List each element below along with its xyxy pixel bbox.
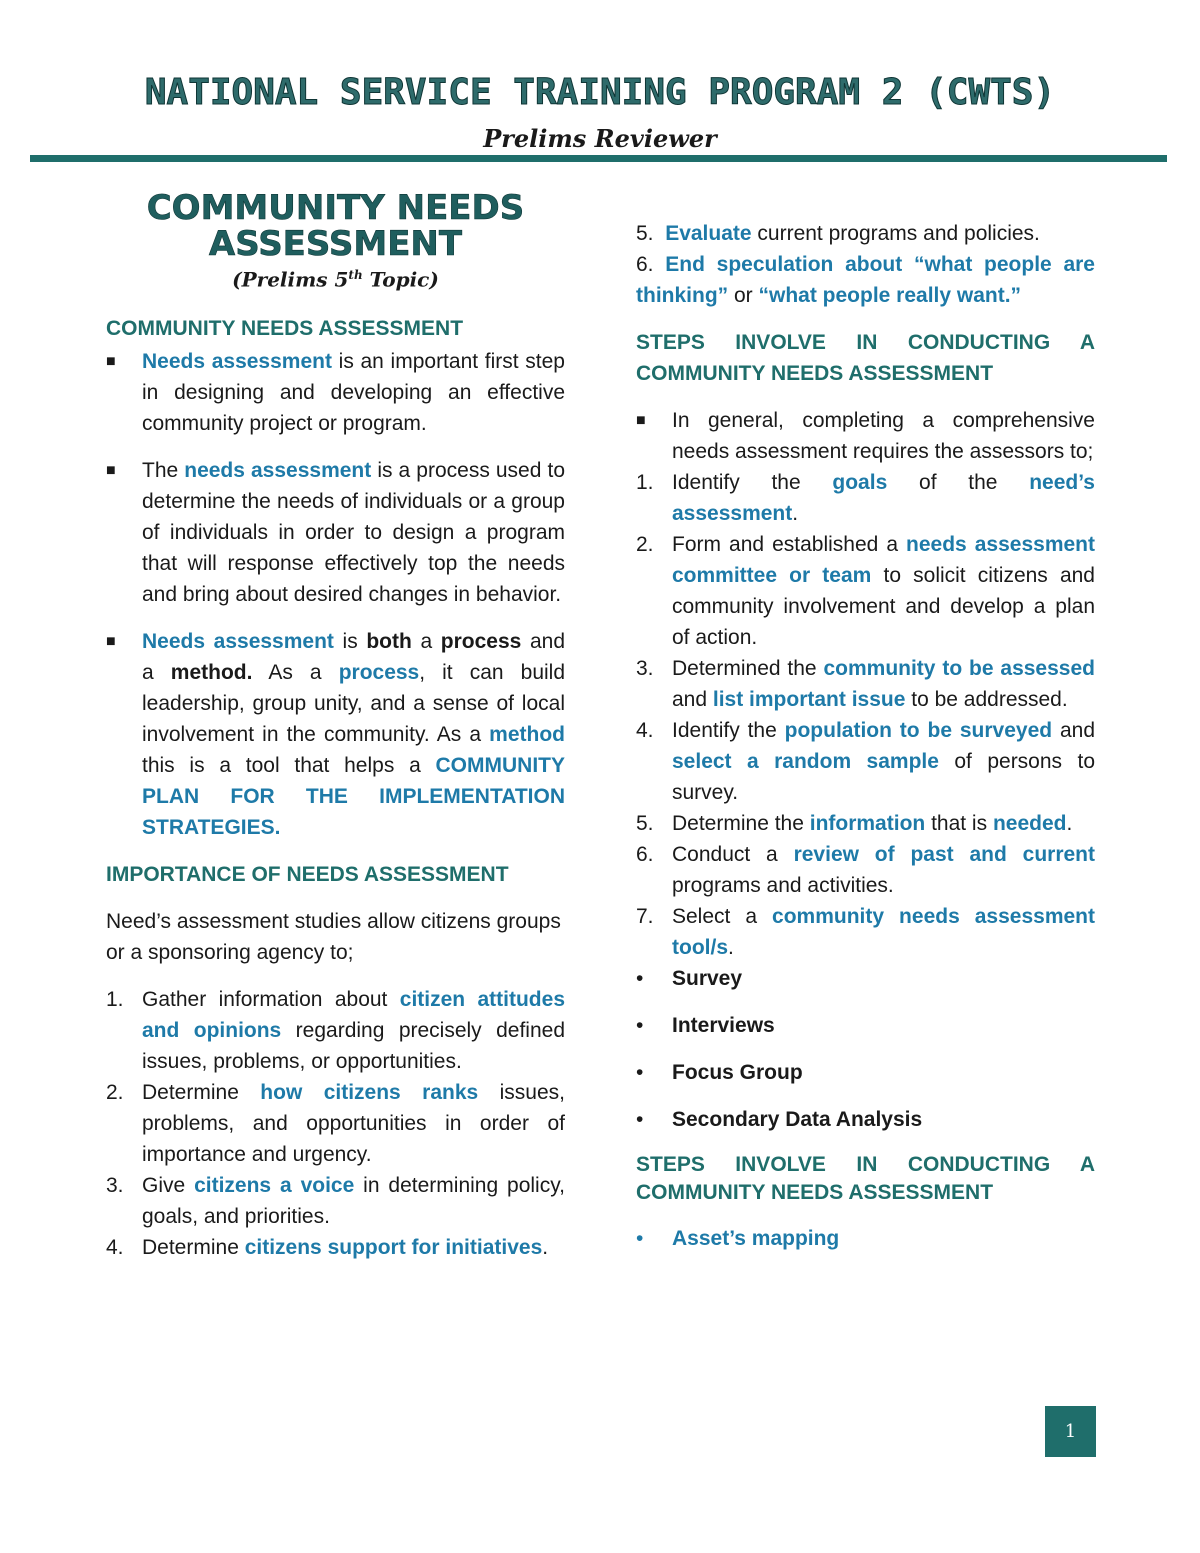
document-title: NATIONAL SERVICE TRAINING PROGRAM 2 (CWTS)	[144, 72, 1056, 113]
body-text: In general, completing a comprehensive needs assessment requires the assessors to;	[672, 409, 1095, 463]
body-text: and a	[142, 629, 565, 684]
body-text: and	[1052, 719, 1095, 742]
body-text: Identify the	[672, 471, 833, 494]
list-item	[636, 653, 1095, 715]
section-title	[106, 190, 565, 262]
body-text: Determined the	[672, 657, 824, 680]
body-text: .	[728, 936, 734, 959]
highlight-text: COMMUNITY PLAN FOR THE IMPLEMENTATION STRATEGIES.	[142, 753, 565, 839]
list-item	[106, 1170, 565, 1232]
list-item	[636, 715, 1095, 808]
dot-bullet-icon: •	[636, 1061, 644, 1084]
tool-label: Secondary Data Analysis	[672, 1108, 923, 1131]
body-text: is	[333, 629, 367, 653]
bold-text: method.	[170, 660, 253, 684]
highlight-text: how citizens ranks	[260, 1080, 479, 1104]
list-item	[636, 218, 1095, 249]
square-bullet-icon: ■	[106, 352, 116, 370]
right-column	[636, 218, 1095, 1270]
page-number: 1	[1045, 1406, 1096, 1457]
body-text: to solicit citizens and community involvement and develop a plan of action.	[672, 564, 1095, 649]
body-text: Determine the	[672, 812, 810, 835]
list-item	[636, 901, 1095, 963]
bold-text: process	[440, 629, 522, 653]
list-number: 6.	[636, 253, 654, 276]
section-subtitle	[106, 262, 565, 293]
highlight-text: goals	[832, 471, 888, 494]
body-text: Determine	[142, 1235, 245, 1259]
body-text: .	[542, 1235, 549, 1259]
tool-label: Interviews	[672, 1014, 775, 1037]
body-text: The	[142, 458, 185, 482]
asset-item	[636, 1223, 1095, 1254]
header-rule	[30, 155, 1167, 162]
heading-community-needs-assessment: COMMUNITY NEEDS ASSESSMENT	[106, 316, 464, 340]
bullet-item	[636, 405, 1095, 467]
square-bullet-icon: ■	[106, 632, 116, 650]
body-text: is a process used to determine the needs of individuals or a group of individuals in order to design a program that will response effectively top the needs and bring about desired changes in behavior.	[142, 458, 565, 606]
tool-item	[636, 1057, 1095, 1088]
list-item	[636, 529, 1095, 653]
tool-label: Focus Group	[672, 1061, 803, 1084]
importance-intro: Need’s assessment studies allow citizens groups or a sponsoring agency to;	[106, 909, 561, 964]
highlight-text: needs assessment	[184, 458, 372, 482]
section-title-line2: ASSESSMENT	[208, 224, 463, 264]
body-text: issues, problems, and opportunities in order of importance and urgency.	[142, 1080, 565, 1166]
body-text: of persons to survey.	[672, 750, 1095, 804]
heading-importance: IMPORTANCE OF NEEDS ASSESSMENT	[106, 862, 509, 886]
body-text: regarding precisely defined issues, problems, or opportunities.	[142, 1018, 565, 1073]
body-text: Select a	[672, 905, 773, 928]
body-text: is an important first step in designing and developing an effective community project or program.	[142, 349, 565, 435]
body-text: Gather information about	[142, 987, 400, 1011]
tool-item	[636, 1104, 1095, 1135]
highlight-text: list important issue	[712, 688, 906, 711]
asset-label: Asset’s mapping	[672, 1227, 840, 1250]
highlight-text: citizen attitudes and opinions	[142, 987, 565, 1042]
body-text: and	[672, 688, 713, 711]
bullet-item	[106, 626, 565, 843]
highlight-text: review of past and current	[793, 843, 1095, 866]
body-text: a	[411, 629, 441, 653]
section-subtitle-prefix: (Prelims 5	[232, 267, 349, 292]
highlight-text: Evaluate	[665, 222, 752, 245]
section-title-line1: COMMUNITY NEEDS	[146, 188, 525, 228]
highlight-text: “what people really want.”	[758, 284, 1022, 307]
section-subtitle-sup: th	[348, 268, 363, 282]
list-number: 7.	[636, 905, 654, 928]
body-text: current programs and policies.	[751, 222, 1040, 245]
dot-bullet-icon: •	[636, 1227, 644, 1250]
list-item	[106, 1077, 565, 1170]
highlight-text: information	[809, 812, 926, 835]
list-number: 4.	[636, 719, 654, 742]
highlight-text: Needs assessment	[142, 349, 332, 373]
body-text: or	[728, 284, 759, 307]
body-text: Identify the	[672, 719, 785, 742]
body-text: to be addressed.	[905, 688, 1068, 711]
body-text: Give	[142, 1173, 195, 1197]
list-number: 4.	[106, 1235, 124, 1259]
dot-bullet-icon: •	[636, 1108, 644, 1131]
tool-label: Survey	[672, 967, 743, 990]
highlight-text: community needs assessment tool/s	[672, 905, 1095, 959]
body-text: As a	[252, 660, 339, 684]
document-subtitle: Prelims Reviewer	[483, 124, 717, 153]
list-item	[106, 984, 565, 1077]
bold-text: both	[366, 629, 412, 653]
list-number: 3.	[106, 1173, 124, 1197]
list-number: 2.	[106, 1080, 124, 1104]
section-subtitle-suffix: Topic)	[362, 267, 439, 292]
body-text: programs and activities.	[672, 874, 894, 897]
dot-bullet-icon: •	[636, 1014, 644, 1037]
list-item	[636, 839, 1095, 901]
list-item	[106, 1232, 565, 1263]
body-text: Determine	[142, 1080, 261, 1104]
body-text: this is a tool that helps a	[142, 753, 436, 777]
bullet-item	[106, 346, 565, 439]
list-number: 3.	[636, 657, 654, 680]
list-number: 1.	[636, 471, 654, 494]
list-item	[636, 808, 1095, 839]
highlight-text: process	[338, 660, 420, 684]
heading-steps: STEPS INVOLVE IN CONDUCTING A COMMUNITY NEEDS ASSESSMENT	[636, 331, 1095, 385]
left-column	[106, 190, 565, 1263]
bullet-item	[106, 455, 565, 610]
body-text: .	[792, 502, 799, 525]
body-text: .	[1066, 812, 1073, 835]
highlight-text: citizens support for initiatives	[244, 1235, 543, 1259]
list-number: 2.	[636, 533, 654, 556]
body-text: that is	[925, 812, 993, 835]
heading-steps-2: STEPS INVOLVE IN CONDUCTING A COMMUNITY NEEDS ASSESSMENT	[636, 1153, 1095, 1204]
tool-item	[636, 1010, 1095, 1041]
highlight-text: population to be surveyed	[784, 719, 1053, 742]
dot-bullet-icon: •	[636, 967, 644, 990]
body-text: Conduct a	[672, 843, 794, 866]
list-item	[636, 467, 1095, 529]
body-text: Form and established a	[672, 533, 907, 556]
highlight-text: needed	[992, 812, 1067, 835]
body-text: , it can build leadership, group unity, and a sense of local involvement in the community. As a	[142, 660, 566, 746]
highlight-text: End speculation about “what people are thinking”	[636, 253, 1095, 307]
highlight-text: needs assessment committee or team	[672, 533, 1095, 587]
highlight-text: community to be assessed	[823, 657, 1095, 680]
list-number: 5.	[636, 812, 654, 835]
highlight-text: Needs assessment	[142, 629, 334, 653]
highlight-text: method	[489, 722, 565, 746]
list-number: 6.	[636, 843, 654, 866]
list-number: 5.	[636, 222, 654, 245]
body-text: in determining policy, goals, and priorities.	[142, 1173, 566, 1228]
highlight-text: need’s assessment	[672, 471, 1095, 525]
body-text: of the	[887, 471, 1030, 494]
tool-item	[636, 963, 1095, 994]
list-item	[636, 249, 1095, 311]
square-bullet-icon: ■	[636, 412, 646, 429]
highlight-text: citizens a voice	[194, 1173, 355, 1197]
square-bullet-icon: ■	[106, 461, 116, 479]
highlight-text: select a random sample	[672, 750, 939, 773]
list-number: 1.	[106, 987, 124, 1011]
